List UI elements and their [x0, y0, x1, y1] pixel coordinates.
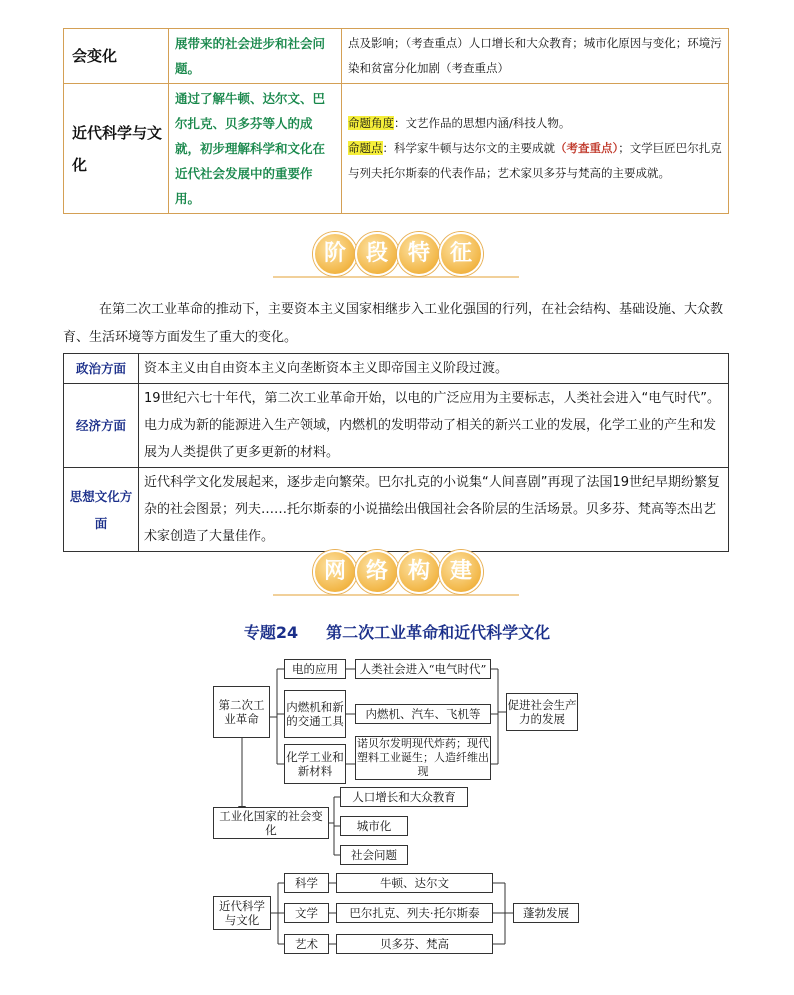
branch-chemistry: 化学工业和新材料 — [284, 744, 346, 784]
banner-char: 征 — [439, 232, 483, 276]
people-art: 贝多芬、梵高 — [336, 934, 493, 954]
banner-char: 段 — [355, 232, 399, 276]
topic-name: 第二次工业革命和近代科学文化 — [326, 623, 551, 642]
requirement-cell: 展带来的社会进步和社会问题。 — [169, 29, 342, 84]
category-literature: 文学 — [284, 903, 329, 923]
result-engines: 内燃机、汽车、飞机等 — [355, 704, 491, 724]
topic-cell: 会变化 — [64, 29, 169, 84]
row-text: 近代科学文化发展起来，逐步走向繁荣。巴尔扎克的小说集“人间喜剧”再现了法国19世纪早期纷繁复杂的社会图景；列夫……托尔斯泰的小说描绘出俄国社会各阶层的生活场景。贝多芬、梵高等杰出艺术家创造了大量佳作。 — [139, 468, 729, 552]
branch-engine: 内燃机和新的交通工具 — [284, 690, 346, 738]
row-header: 政治方面 — [64, 354, 139, 384]
social-population: 人口增长和大众教育 — [340, 787, 468, 807]
row-text: 资本主义由自由资本主义向垄断资本主义即帝国主义阶段过渡。 — [139, 354, 729, 384]
social-problems: 社会问题 — [340, 845, 408, 865]
banner-char: 网 — [313, 550, 357, 594]
row-text: 19世纪六七十年代，第二次工业革命开始，以电的广泛应用为主要标志，人类社会进入“电气时代”。电力成为新的能源进入生产领域，内燃机的发明带动了相关的新兴工业的发展，化学工业的产生和发展为人类提供了更多更新的材料。 — [139, 384, 729, 468]
tag-point: 命题点 — [348, 141, 383, 155]
exam-line: ；文学巨匠巴尔扎克与列夫托尔斯泰的代表作品；艺术家贝多芬与梵高的主要成就。 — [348, 141, 722, 180]
banner-char: 建 — [439, 550, 483, 594]
banner-char: 阶 — [313, 232, 357, 276]
branch-electricity: 电的应用 — [284, 659, 346, 679]
root-science-culture: 近代科学与文化 — [213, 896, 271, 930]
result-flourish: 蓬勃发展 — [513, 903, 579, 923]
result-materials: 诺贝尔发明现代炸药；现代塑料工业诞生；人造纤维出现 — [357, 737, 489, 778]
category-science: 科学 — [284, 873, 329, 893]
result-electric-age: 人类社会进入“电气时代” — [355, 659, 491, 679]
tag-angle: 命题角度 — [348, 116, 394, 130]
exam-line: ：科学家牛顿与达尔文的主要成就 — [382, 141, 555, 155]
row-header: 思想文化方面 — [64, 468, 139, 552]
result-productivity: 促进社会生产力的发展 — [506, 693, 578, 731]
category-art: 艺术 — [284, 934, 329, 954]
row-header: 经济方面 — [64, 384, 139, 468]
banner-char: 构 — [397, 550, 441, 594]
exam-line: ：文艺作品的思想内涵/科技人物。 — [394, 116, 571, 130]
topic-number: 专题24 — [243, 623, 299, 642]
root-social-change: 工业化国家的社会变化 — [213, 807, 329, 839]
topic-cell: 近代科学与文化 — [64, 84, 169, 214]
people-science: 牛顿、达尔文 — [336, 873, 493, 893]
key-point: （考查重点） — [555, 141, 619, 155]
exam-cell: 点及影响；（考查重点）人口增长和大众教育；城市化原因与变化；环境污染和贫富分化加剧（考查重点） — [342, 29, 729, 84]
banner-char: 络 — [355, 550, 399, 594]
root-industrial-revolution: 第二次工业革命 — [213, 686, 270, 738]
social-urbanization: 城市化 — [340, 816, 408, 836]
requirement-cell: 通过了解牛顿、达尔文、巴尔扎克、贝多芬等人的成就，初步理解科学和文化在近代社会发展中的重要作用。 — [169, 84, 342, 214]
banner-char: 特 — [397, 232, 441, 276]
people-literature: 巴尔扎克、列夫·托尔斯泰 — [336, 903, 493, 923]
intro-paragraph: 在第二次工业革命的推动下，主要资本主义国家相继步入工业化强国的行列，在社会结构、基础设施、大众教育、生活环境等方面发生了重大的变化。 — [63, 302, 724, 345]
